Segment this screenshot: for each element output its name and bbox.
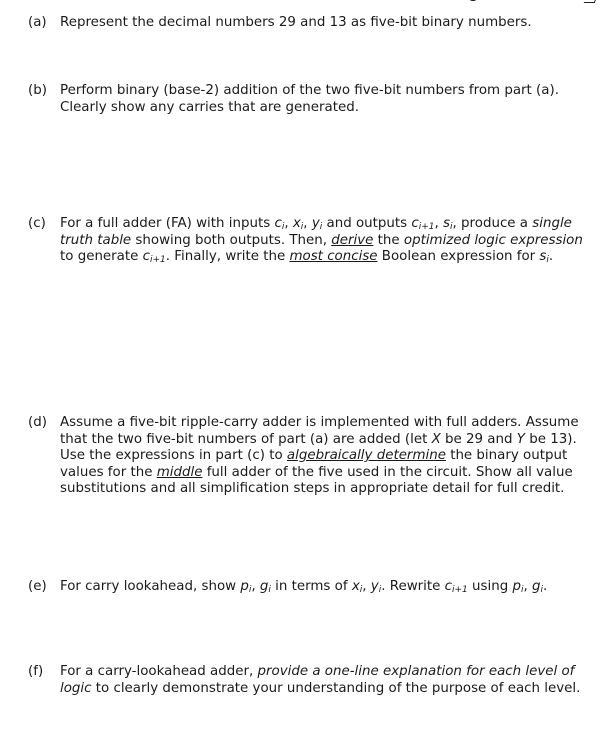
question-label: (d) [28,415,47,430]
question-f [28,664,594,697]
question-label: (f) [28,664,44,679]
question-text: Represent the decimal numbers 29 and 13 as five-bit binary numbers. [60,15,532,30]
question-c [28,216,594,266]
question-text: For carry lookahead, show $p_i$, $g_i$ in terms of $x_i$, $y_i$. Rewrite $c_{i+1}$ using $p_i$, $g_i$. [60,579,548,595]
top-edge-mark-right [584,0,598,3]
question-text: Clearly show any carries that are generated. [60,99,359,115]
question-text: For a full adder (FA) with inputs $c_i$, $x_i$, $y_i$ and outputs $c_{i+1}$, $s_i$, produce a single [60,216,572,232]
question-text: truth table showing both outputs. Then, derive the optimized logic expression [60,232,583,248]
question-text: For a carry-lookahead adder, provide a one-line explanation for each level of [60,664,575,679]
question-text: Perform binary (base-2) addition of the two five-bit numbers from part (a). [60,83,559,98]
question-label: (b) [28,83,47,98]
question-label: (a) [28,15,47,30]
question-a [28,15,594,32]
question-d [28,415,594,498]
question-text: substitutions and all simplification steps in appropriate detail for full credit. [60,481,565,496]
question-b [28,83,594,116]
question-label: (e) [28,579,47,594]
question-text: values for the middle full adder of the five used in the circuit. Show all value [60,464,573,480]
question-text: logic to clearly demonstrate your understanding of the purpose of each level. [60,680,581,696]
question-label: (c) [28,216,46,231]
question-e [28,579,594,596]
question-text: Assume a five-bit ripple-carry adder is implemented with full adders. Assume [60,415,579,430]
question-text: that the two five-bit numbers of part (a) are added (let X be 29 and Y be 13). [60,431,577,447]
top-edge-mark [470,0,476,1]
question-text: Use the expressions in part (c) to algebraically determine the binary output [60,448,568,463]
question-text: to generate $c_{i+1}$. Finally, write the most concise Boolean expression for $s_i$. [60,249,554,265]
